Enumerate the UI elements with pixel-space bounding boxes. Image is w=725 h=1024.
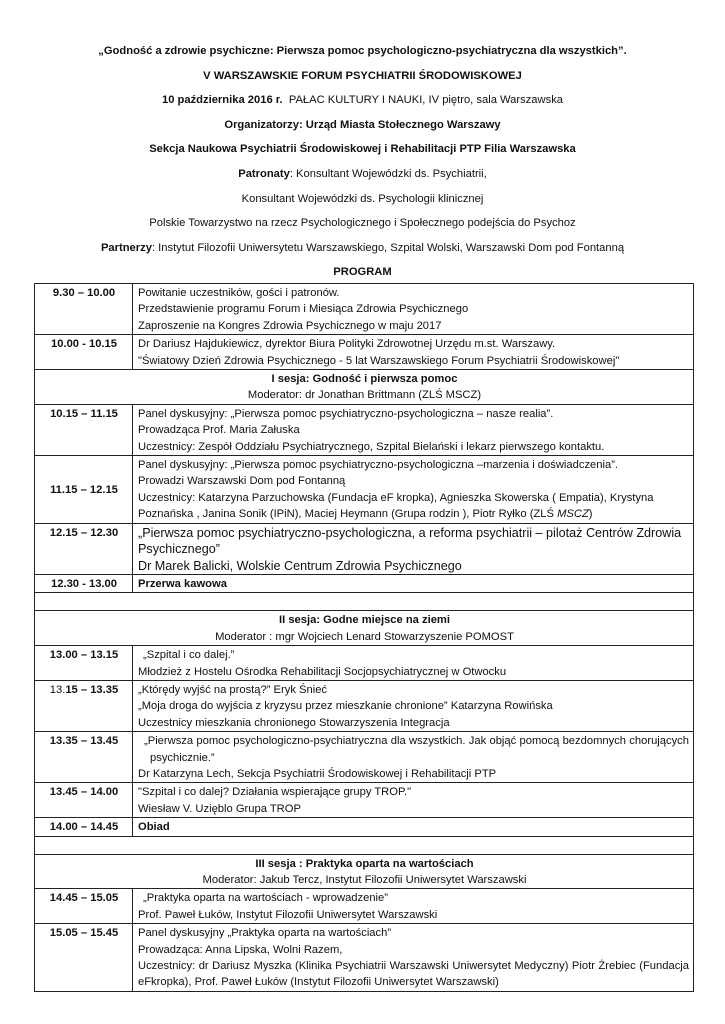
time-cell: 9.30 – 10.00 [35, 284, 133, 335]
content-line: „Pierwsza pomoc psychiatryczno-psychologiczna, a reforma psychiatrii – pilotaż Centrów Zdrowia Psychicznego” [138, 525, 682, 557]
event-date: 10 października 2016 r. [161, 94, 283, 107]
table-row [35, 523, 694, 574]
content-line: "Światowy Dzień Zdrowia Psychicznego - 5 lat Warszawskiego Forum Psychiatrii Środowiskowej" [138, 354, 620, 367]
date-venue [30, 91, 695, 116]
organizers: Organizatorzy: Urząd Miasta Stołecznego Warszawy [224, 118, 501, 131]
content-cell: Przerwa kawowa [133, 574, 694, 592]
document-header [30, 42, 695, 288]
content-line: „Szpital i co dalej.” [143, 649, 235, 662]
content-line: Dr Marek Balicki, Wolskie Centrum Zdrowia Psychicznego [138, 558, 462, 573]
content-line: „Którędy wyjść na prostą?” Eryk Śnieć [138, 683, 328, 696]
content-cell [133, 680, 694, 731]
content-line: "Szpital i co dalej? Działania wspierające grupy TROP." [138, 786, 412, 799]
content-line [138, 490, 689, 523]
content-line: Prowadzi Warszawski Dom pod Fontanną [138, 475, 346, 488]
content-cell [133, 889, 694, 924]
time-cell: 13.45 – 14.00 [35, 783, 133, 818]
table-row [35, 404, 694, 455]
content-line: Dr Katarzyna Lech, Sekcja Psychiatrii Środowiskowej i Rehabilitacji PTP [138, 767, 497, 780]
time-cell: 15.05 – 15.45 [35, 924, 133, 992]
content-cell [133, 924, 694, 992]
society: Polskie Towarzystwo na rzecz Psychologicznego i Społecznego podejścia do Psychoz [149, 217, 576, 230]
session-moderator: Moderator: Jakub Tercz, Instytut Filozofii Uniwersytet Warszawski [202, 874, 527, 886]
session-cell [35, 854, 694, 889]
table-row [35, 335, 694, 370]
table-row [35, 889, 694, 924]
content-line: Uczestnicy: dr Dariusz Myszka (Klinika Psychiatrii Warszawski Uniwersytet Medyczny) Piotr Żrebiec (Fundacja eFkropka), Prof. Paweł Łuków (Instytut Filozofii Uniwersytet Warszawski) [138, 960, 689, 989]
session-cell [35, 611, 694, 646]
content-cell [133, 335, 694, 370]
content-line: Prowadząca Prof. Maria Załuska [138, 424, 300, 437]
session-moderator: Moderator : mgr Wojciech Lenard Stowarzyszenie POMOST [215, 630, 514, 643]
session-row [35, 854, 694, 889]
program-heading: PROGRAM [333, 266, 392, 279]
event-venue: PAŁAC KULTURY I NAUKI, IV piętro, sala Warszawska [288, 94, 564, 107]
table-row [35, 783, 694, 818]
patronage-2: Konsultant Wojewódzki ds. Psychologii klinicznej [241, 192, 484, 205]
session-title: I sesja: Godność i pierwsza pomoc [271, 373, 458, 386]
participants-end: ) [588, 508, 593, 521]
session-row [35, 370, 694, 405]
table-row [35, 680, 694, 731]
time-cell: 10.00 - 10.15 [35, 335, 133, 370]
table-row [35, 574, 694, 592]
forum-name: V WARSZAWSKIE FORUM PSYCHIATRII ŚRODOWISKOWEJ [203, 69, 522, 82]
table-row [35, 924, 694, 992]
content-line: Uczestnicy: Zespół Oddziału Psychiatrycznego, Szpital Bielański i lekarz pierwszego kontaktu. [138, 440, 605, 453]
content-line: „Moja droga do wyjścia z kryzysu przez mieszkanie chronione” Katarzyna Rowińska [138, 700, 553, 713]
content-cell [133, 456, 694, 524]
spacer-cell [35, 593, 694, 611]
time-value: 15 – 13.35 [65, 683, 119, 696]
content-line: Panel dyskusyjny: „Pierwsza pomoc psychiatryczno-psychologiczna –marzenia i doświadczenia”. [138, 459, 619, 472]
content-line: Przedstawienie programu Forum i Miesiąca Zdrowia Psychicznego [138, 303, 469, 316]
patronage-label: Patronaty [238, 167, 290, 180]
time-cell: 14.00 – 14.45 [35, 818, 133, 836]
content-line: „Praktyka oparta na wartościach - wprowadzenie” [143, 892, 388, 905]
table-row [35, 732, 694, 783]
organizer-section: Sekcja Naukowa Psychiatrii Środowiskowej i Rehabilitacji PTP Filia Warszawska [149, 143, 576, 156]
session-title: III sesja : Praktyka oparta na wartościach [255, 857, 474, 870]
content-cell [133, 284, 694, 335]
content-line: Zaproszenie na Kongres Zdrowia Psychicznego w maju 2017 [138, 319, 442, 332]
content-cell: Obiad [133, 818, 694, 836]
time-cell: 13.35 – 13.45 [35, 732, 133, 783]
partners-label: Partnerzy [100, 241, 152, 254]
content-line: Młodzież z Hostelu Ośrodka Rehabilitacji Socjopsychiatrycznej w Otwocku [138, 665, 507, 678]
time-cell: 13.00 – 13.15 [35, 646, 133, 681]
conference-title: „Godność a zdrowie psychiczne: Pierwsza pomoc psychologiczno-psychiatryczna dla wszystkich”. [98, 45, 627, 57]
spacer-row [35, 593, 694, 611]
content-line: Panel dyskusyjny: „Pierwsza pomoc psychiatryczno-psychologiczna – nasze realia”. [138, 407, 554, 420]
content-cell [133, 646, 694, 681]
content-line: Wiesław V. Uzięblo Grupa TROP [138, 802, 301, 815]
content-line: Uczestnicy mieszkania chronionego Stowarzyszenia Integracja [138, 716, 450, 729]
table-row [35, 818, 694, 836]
session-cell [35, 370, 694, 405]
content-cell [133, 523, 694, 574]
partners-line [30, 239, 695, 264]
content-cell [133, 783, 694, 818]
spacer-row [35, 836, 694, 854]
participants-text: Uczestnicy: Katarzyna Parzuchowska (Fundacja eF kropka), Agnieszka Skowerska ( Empatia), Krystyna Poznańska , Janina Sonik (IPiN), Maciej Heymann (Grupa rodzin ), Piotr Ryłko (ZLŚ [138, 491, 654, 521]
content-line: Powitanie uczestników, gości i patronów. [138, 287, 340, 299]
partners: : Instytut Filozofii Uniwersytetu Warszawskiego, Szpital Wolski, Warszawski Dom pod Fontanną [151, 241, 625, 254]
table-row [35, 646, 694, 681]
content-cell [133, 404, 694, 455]
time-cell: 14.45 – 15.05 [35, 889, 133, 924]
time-prefix: 13. [49, 683, 66, 696]
content-line: „Pierwsza pomoc psychologiczno-psychiatryczna dla wszystkich. Jak objąć pomocą bezdomnych chorujących psychicznie.” [144, 735, 689, 764]
time-cell: 12.15 – 12.30 [35, 523, 133, 574]
content-line: Prof. Paweł Łuków, Instytut Filozofii Uniwersytet Warszawski [138, 908, 438, 921]
time-cell: 12.30 - 13.00 [35, 574, 133, 592]
patronage-line [30, 165, 695, 190]
table-row [35, 456, 694, 524]
time-cell: 11.15 – 12.15 [35, 456, 133, 524]
table-row [35, 284, 694, 335]
time-cell [35, 680, 133, 731]
session-row [35, 611, 694, 646]
time-cell: 10.15 – 11.15 [35, 404, 133, 455]
content-line: Dr Dariusz Hajdukiewicz, dyrektor Biura Polityki Zdrowotnej Urzędu m.st. Warszawy. [138, 338, 556, 351]
spacer-cell [35, 836, 694, 854]
patronage-1: : Konsultant Wojewódzki ds. Psychiatrii, [289, 167, 487, 180]
participants-italic: MSCZ [557, 508, 589, 521]
content-line: Panel dyskusyjny „Praktyka oparta na wartościach” [138, 927, 392, 940]
session-moderator: Moderator: dr Jonathan Brittmann (ZLŚ MSCZ) [247, 389, 482, 402]
session-title: II sesja: Godne miejsce na ziemi [279, 614, 450, 627]
content-line: Prowadząca: Anna Lipska, Wolni Razem, [138, 943, 343, 956]
content-cell [133, 732, 694, 783]
program-table [34, 283, 694, 992]
